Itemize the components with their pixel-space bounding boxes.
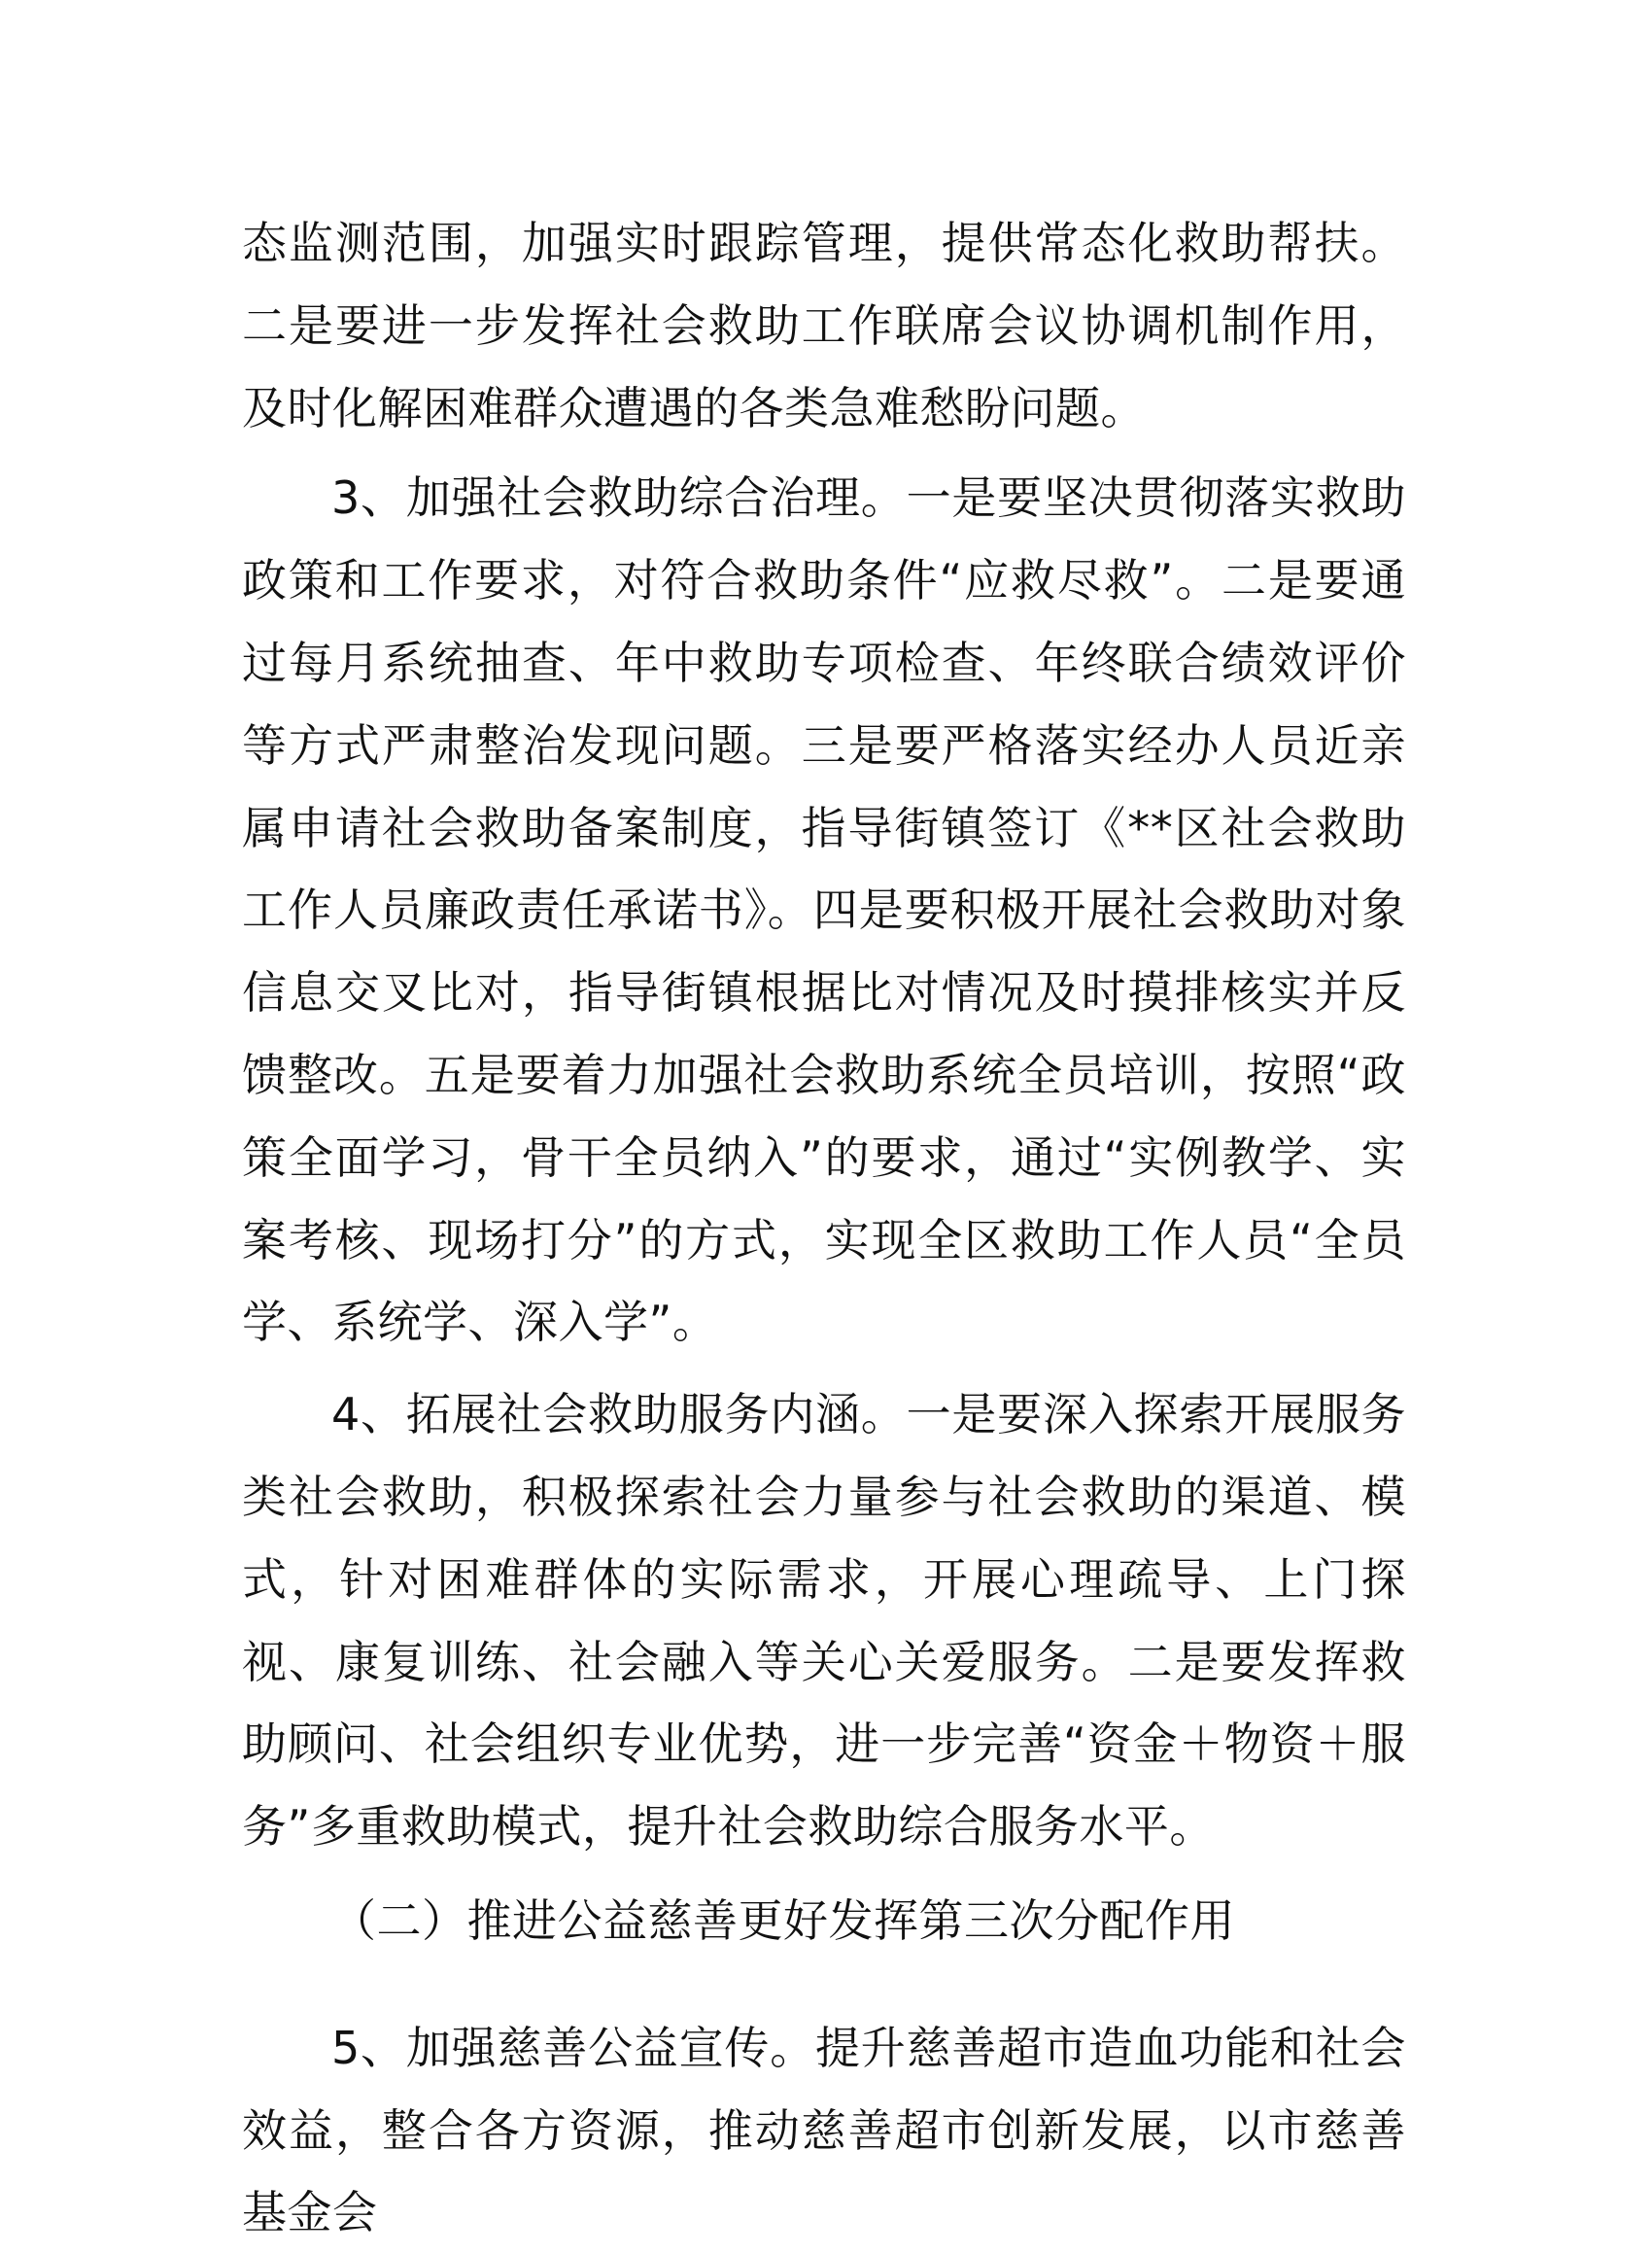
document-body [242,202,1406,2254]
paragraph-item-4: 4、拓展社会救助服务内涵。一是要深入探索开展服务类社会救助，积极探索社会力量参与社会救助的渠道、模式，针对困难群体的实际需求，开展心理疏导、上门探视、康复训练、社会融入等关心关爱服务。二是要发挥救助顾问、社会组织专业优势，进一步完善“资金＋物资＋服务”多重救助模式，提升社会救助综合服务水平。 [242,1388,1406,1854]
paragraph-continuation: 态监测范围，加强实时跟踪管理，提供常态化救助帮扶。二是要进一步发挥社会救助工作联席会议协调机制作用，及时化解困难群众遭遇的各类急难愁盼问题。 [242,217,1406,434]
paragraph-item-5: 5、加强慈善公益宣传。提升慈善超市造血功能和社会效益，整合各方资源，推动慈善超市创新发展，以市慈善基金会 [242,2021,1406,2239]
section-heading: （二）推进公益慈善更好发挥第三次分配作用 [331,1893,1235,1947]
paragraph-item-3: 3、加强社会救助综合治理。一是要坚决贯彻落实救助政策和工作要求，对符合救助条件“应救尽救”。二是要通过每月系统抽查、年中救助专项检查、年终联合绩效评价等方式严肃整治发现问题。三是要严格落实经办人员近亲属申请社会救助备案制度，指导街镇签订《**区社会救助工作人员廉政责任承诺书》。四是要积极开展社会救助对象信息交叉比对，指导街镇根据比对情况及时摸排核实并反馈整改。五是要着力加强社会救助系统全员培训，按照“政策全面学习，骨干全员纳入”的要求，通过“实例教学、实案考核、现场打分”的方式，实现全区救助工作人员“全员学、系统学、深入学”。 [242,471,1406,1349]
